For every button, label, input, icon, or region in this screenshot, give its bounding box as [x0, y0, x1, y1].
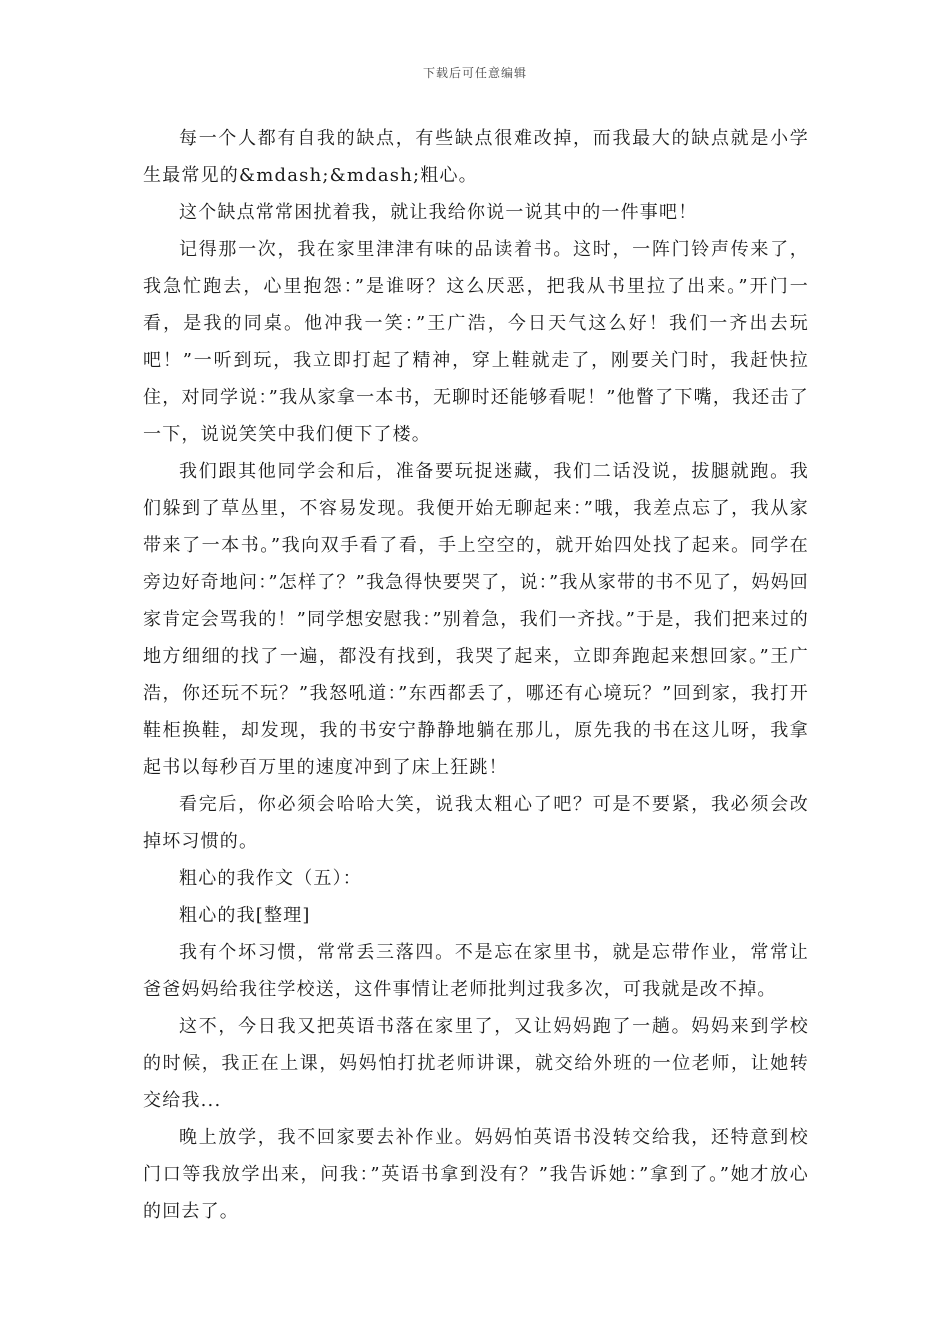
paragraph: 这不，今日我又把英语书落在家里了，又让妈妈跑了一趟。妈妈来到学校的时候，我正在上课，妈妈怕打扰老师讲课，就交给外班的一位老师，让她转交给我... — [143, 1016, 809, 1111]
paragraph: 我们跟其他同学会和后，准备要玩捉迷藏，我们二话没说，拔腿就跑。我们躲到了草丛里，不容易发现。我便开始无聊起来：”哦，我差点忘了，我从家带来了一本书。”我向双手看了看，手上空空的，就开始四处找了起来。同学在旁边好奇地问：”怎样了？”我急得快要哭了，说：”我从家带的书不见了，妈妈回家肯定会骂我的！”同学想安慰我：”别着急，我们一齐找。”于是，我们把来过的地方细细的找了一遍，都没有找到，我哭了起来，立即奔跑起来想回家。”王广浩，你还玩不玩？”我怒吼道：”东西都丢了，哪还有心境玩？”回到家，我打开鞋柜换鞋，却发现，我的书安宁静静地躺在那儿，原先我的书在这儿呀，我拿起书以每秒百万里的速度冲到了床上狂跳！ — [143, 461, 810, 778]
paragraph: 我有个坏习惯，常常丢三落四。不是忘在家里书，就是忘带作业，常常让爸爸妈妈给我往学校送，这件事情让老师批判过我多次，可我就是改不掉。 — [143, 942, 809, 1000]
paragraph: 看完后，你必须会哈哈大笑，说我太粗心了吧？可是不要紧，我必须会改掉坏习惯的。 — [143, 794, 809, 852]
paragraph: 晚上放学，我不回家要去补作业。妈妈怕英语书没转交给我，还特意到校门口等我放学出来，问我：”英语书拿到没有？”我告诉她：”拿到了。”她才放心的回去了。 — [143, 1127, 809, 1222]
section-heading: 粗心的我作文（五）： — [179, 868, 362, 889]
document-body — [143, 120, 809, 1230]
essay-title: 粗心的我[整理] — [179, 905, 311, 926]
paragraph: 这个缺点常常困扰着我，就让我给你说一说其中的一件事吧！ — [179, 202, 698, 223]
paragraph: 记得那一次，我在家里津津有味的品读着书。这时，一阵门铃声传来了，我急忙跑去，心里抱怨：”是谁呀？这么厌恶，把我从书里拉了出来。”开门一看，是我的同桌。他冲我一笑：”王广浩，今日天气这么好！我们一齐出去玩吧！”一听到玩，我立即打起了精神，穿上鞋就走了，刚要关门时，我赶快拉住，对同学说：”我从家拿一本书，无聊时还能够看呢！”他瞥了下嘴，我还击了一下，说说笑笑中我们便下了楼。 — [143, 239, 809, 445]
paragraph: 每一个人都有自我的缺点，有些缺点很难改掉，而我最大的缺点就是小学生最常见的&mdash;&mdash;粗心。 — [143, 128, 809, 186]
page-header: 下载后可任意编辑 — [422, 66, 527, 80]
